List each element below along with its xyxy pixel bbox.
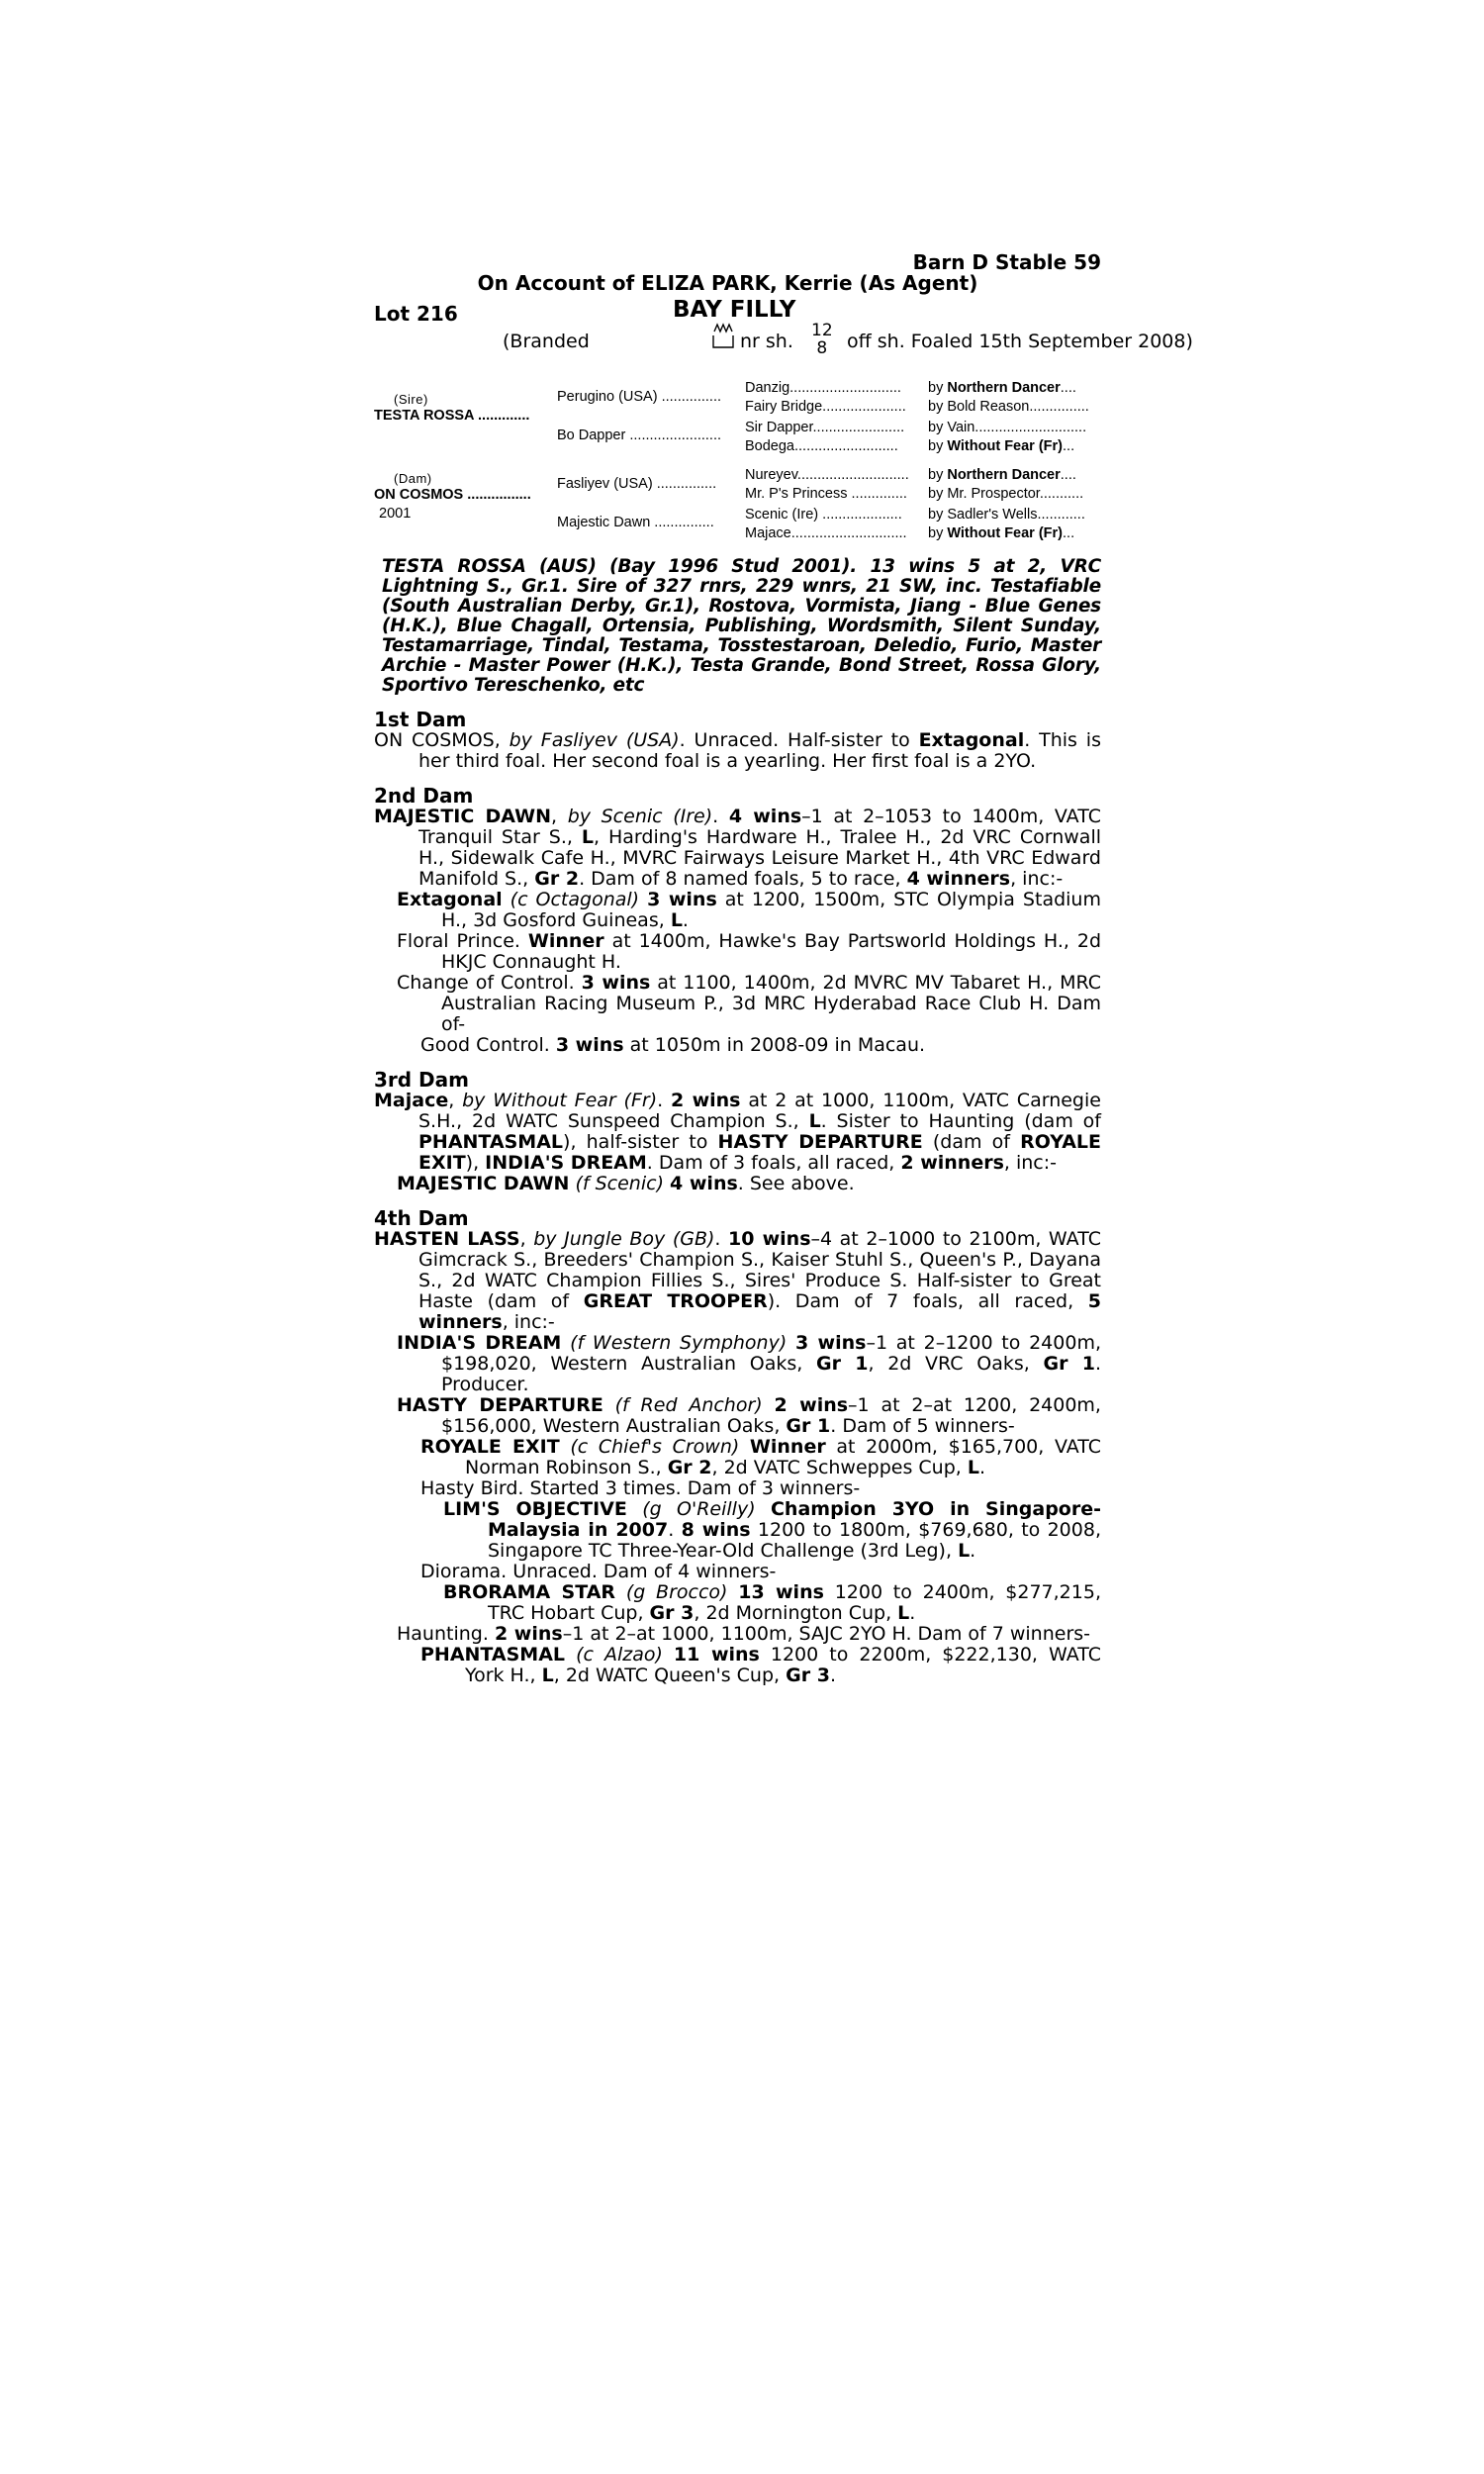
progeny-name: PHANTASMAL xyxy=(420,1644,566,1665)
progeny-text3: . Producer. xyxy=(441,1353,1101,1395)
pedigree-gen2-2-text: Bo Dapper xyxy=(557,428,626,443)
pedigree-gen4-7-text: Sadler's Wells xyxy=(947,507,1038,523)
second-dam-t4: , inc:- xyxy=(1010,868,1064,890)
progeny-name: Floral Prince. xyxy=(397,930,520,952)
first-dam-half-sibling: Extagonal xyxy=(918,729,1025,751)
second-dam-name: MAJESTIC DAWN xyxy=(374,806,552,827)
brand-prefix: (Branded xyxy=(503,331,590,352)
fourth-dam-b1: GREAT TROOPER xyxy=(583,1290,768,1312)
pedigree-gen2-4-text: Majestic Dawn xyxy=(557,515,651,530)
dam-foal-year: 2001 xyxy=(379,506,412,522)
second-dam-progeny-4 xyxy=(420,1034,1101,1056)
fourth-dam-progeny-e: LIM'S OBJECTIVE (g O'Reilly) Champion 3YO in Singapore-Malaysia in 2007. 8 wins 1200 to 1800m, $769,680, to 2008, Singapore TC Three-Year-Old Challenge (3rd Leg), L. xyxy=(443,1498,1101,1562)
progeny-text: 1200 to 2200m, $222,130, WATC York H., xyxy=(465,1644,1102,1686)
progeny-wins: 11 wins xyxy=(673,1644,760,1665)
third-dam-winners: 2 winners xyxy=(900,1152,1004,1174)
progeny-champion: Champion 3YO in Singapore-Malaysia in 2007 xyxy=(488,1498,1101,1541)
fourth-dam-t1: –4 at 2–1000 to 2100m, WATC Gimcrack S., Breeders' Champion S., Kaiser Stuhl S., Queen's P., Dayana S., 2d WATC Champion Fillies S., Sires' Produce S. Half-sister to Great Haste (dam of xyxy=(418,1228,1101,1312)
progeny-name: HASTY DEPARTURE xyxy=(397,1394,603,1416)
first-dam-text2: . This is her third foal. Her second foal is a yearling. Her first foal is a 2YO. xyxy=(418,729,1101,772)
progeny-text: Unraced. Dam of 4 winners- xyxy=(512,1561,777,1582)
pedigree-gen4-1-text: Northern Dancer xyxy=(947,380,1061,396)
dam-role-label: (Dam) xyxy=(394,471,432,486)
second-dam-listed: L xyxy=(581,826,594,848)
second-dam-progeny-2 xyxy=(397,930,1102,973)
pedigree-gen4-3-text: Vain xyxy=(947,420,975,435)
progeny-wins: 13 wins xyxy=(738,1581,824,1603)
pedigree-gen2-1-text: Perugino (USA) xyxy=(557,389,658,405)
fourth-dam-sire: by Jungle Boy (GB) xyxy=(533,1228,715,1250)
second-dam-t1: –1 at 2–1053 to 1400m, VATC Tranquil Star S., xyxy=(418,806,1101,848)
fourth-dam-progeny-b xyxy=(397,1394,1101,1437)
pedigree-gen2-1: Perugino (USA) ............... xyxy=(557,389,722,405)
brand-line xyxy=(503,321,1193,367)
brand-number xyxy=(811,322,833,357)
pedigree-gen3-8-text: Majace xyxy=(745,525,791,541)
progeny-text: at 2000m, $165,700, VATC Norman Robinson S., xyxy=(465,1436,1102,1478)
progeny-text: 1200 to 1800m, $769,680, to 2008, Singapore TC Three-Year-Old Challenge (3rd Leg), xyxy=(488,1519,1101,1562)
horse-sex-colour: BAY FILLY xyxy=(673,297,796,323)
fourth-dam-progeny-c: ROYALE EXIT (c Chief's Crown) Winner at 2000m, $165,700, VATC Norman Robinson S., Gr 2, 2d VATC Schweppes Cup, L. xyxy=(420,1436,1102,1478)
catalogue-page xyxy=(374,250,1193,1686)
second-dam-paragraph: MAJESTIC DAWN, by Scenic (Ire). 4 wins–1 at 2–1053 to 1400m, VATC Tranquil Star S., L, Harding's Hardware H., Tralee H., 2d VRC Cornwall H., Sidewalk Cafe H., MVRC Fairways Leisure Market H., 4th VRC Edward Manifold S., Gr 2. Dam of 8 named foals, 5 to race, 4 winners, inc:- xyxy=(374,806,1102,890)
fourth-dam-progeny-h xyxy=(397,1623,1101,1645)
pedigree-gen2-3-text: Fasliyev (USA) xyxy=(557,476,653,492)
third-dam-wins: 2 wins xyxy=(670,1090,741,1111)
second-dam-heading: 2nd Dam xyxy=(374,784,474,808)
progeny-name: Diorama. xyxy=(420,1561,508,1582)
progeny-name: Haunting. xyxy=(397,1623,489,1645)
brand-mark-icon xyxy=(710,322,736,351)
sire-summary: TESTA ROSSA (AUS) (Bay 1996 Stud 2001). 13 wins 5 at 2, VRC Lightning S., Gr.1. Sire of 327 rnrs, 229 wnrs, 21 SW, inc. Testafiable (South Australian Derby, Gr.1), Rostova, Vormista, Jiang - Blue Genes (H.K.), Blue Chagall, Ortensia, Publishing, Wordsmith, Silent Sunday, Testamarriage, Tindal, Testama, Tosstestaroan, Deledio, Furio, Master Archie - Master Power (H.K.), Testa Grande, Bond Street, Rossa Glory, Sportivo Tereschenko, etc xyxy=(382,556,1101,696)
dam-name: ON COSMOS ................ xyxy=(374,487,531,503)
progeny-grade: Gr 2 xyxy=(667,1457,712,1478)
pedigree-gen4-7: by Sadler's Wells............ xyxy=(928,507,1085,523)
third-dam-progeny-1 xyxy=(397,1173,1101,1194)
progeny-sire: (f Red Anchor) xyxy=(614,1394,763,1416)
pedigree-gen4-1: by Northern Dancer.... xyxy=(928,380,1076,396)
progeny-grade: Gr 3 xyxy=(649,1602,695,1624)
progeny-text: at 1400m, Hawke's Bay Partsworld Holdings H., 2d HKJC Connaught H. xyxy=(441,930,1102,973)
third-dam-t2: . Sister to Haunting (dam of xyxy=(820,1110,1101,1132)
progeny-text: 1200 to 2400m, $277,215, TRC Hobart Cup, xyxy=(488,1581,1101,1624)
third-dam-t1: at 2 at 1000, 1100m, VATC Carnegie S.H., 2d WATC Sunspeed Champion S., xyxy=(418,1090,1101,1132)
pedigree-table xyxy=(374,375,1101,541)
pedigree-gen4-5: by Northern Dancer.... xyxy=(928,467,1076,483)
second-dam-t2: , Harding's Hardware H., Tralee H., 2d VRC Cornwall H., Sidewalk Cafe H., MVRC Fairways Leisure Market H., 4th VRC Edward Manifold S., xyxy=(418,826,1102,890)
brand-number-top: 12 xyxy=(811,321,833,340)
progeny-sire: (c Alzao) xyxy=(576,1644,663,1665)
third-dam-name: Majace xyxy=(374,1090,449,1111)
progeny-text2: , 2d VATC Schweppes Cup, xyxy=(711,1457,962,1478)
fourth-dam-t2: ). Dam of 7 foals, all raced, xyxy=(767,1290,1074,1312)
progeny-text: –1 at 2–at 1200, 2400m, $156,000, Western Australian Oaks, xyxy=(441,1394,1101,1437)
third-dam-listed: L xyxy=(808,1110,821,1132)
pedigree-gen3-4-text: Bodega xyxy=(745,438,794,454)
first-dam-heading: 1st Dam xyxy=(374,708,467,731)
brand-number-bottom: 8 xyxy=(816,338,828,358)
third-dam-t6: . Dam of 3 foals, all raced, xyxy=(646,1152,895,1174)
progeny-grade: Gr 3 xyxy=(786,1665,830,1686)
progeny-name: Hasty Bird. xyxy=(420,1477,524,1499)
progeny-grade2: Gr 1 xyxy=(1043,1353,1095,1375)
pedigree-gen2-4: Majestic Dawn ............... xyxy=(557,515,714,530)
progeny-name: MAJESTIC DAWN xyxy=(397,1173,570,1194)
progeny-wins: Winner xyxy=(749,1436,826,1458)
pedigree-gen3-2-text: Fairy Bridge xyxy=(745,399,823,415)
pedigree-gen4-2: by Bold Reason............... xyxy=(928,399,1089,415)
fourth-dam-paragraph: HASTEN LASS, by Jungle Boy (GB). 10 wins–4 at 2–1000 to 2100m, WATC Gimcrack S., Breeders' Champion S., Kaiser Stuhl S., Queen's P., Dayana S., 2d WATC Champion Fillies S., Sires' Produce S. Half-sister to Great Haste (dam of GREAT TROOPER). Dam of 7 foals, all raced, 5 winners, inc:- xyxy=(374,1228,1101,1333)
sire-role-label: (Sire) xyxy=(394,392,428,407)
fourth-dam-wins: 10 wins xyxy=(728,1228,811,1250)
first-dam-text: . Unraced. Half-sister to xyxy=(679,729,910,751)
progeny-text: at 1100, 1400m, 2d MVRC MV Tabaret H., MRC Australian Racing Museum P., 3d MRC Hyderabad Race Club H. Dam of- xyxy=(441,972,1101,1035)
pedigree-gen3-6-text: Mr. P's Princess xyxy=(745,486,848,502)
barn-stable: Barn D Stable 59 xyxy=(912,250,1101,274)
third-dam-t5: ), xyxy=(465,1152,480,1174)
pedigree-gen2-2: Bo Dapper ....................... xyxy=(557,428,722,443)
progeny-listed: L xyxy=(541,1665,554,1686)
second-dam-progeny-1: Extagonal (c Octagonal) 3 wins at 1200, 1500m, STC Olympia Stadium H., 3d Gosford Guineas, L. xyxy=(397,889,1101,931)
progeny-wins: 3 wins xyxy=(795,1332,867,1354)
progeny-sire: (c Chief's Crown) xyxy=(570,1436,740,1458)
pedigree-gen3-7: Scenic (Ire) .................... xyxy=(745,507,902,523)
third-dam-b1: PHANTASMAL xyxy=(418,1131,564,1153)
pedigree-gen4-4-text: Without Fear (Fr) xyxy=(947,438,1064,454)
progeny-grade: Gr 1 xyxy=(816,1353,869,1375)
pedigree-gen4-6-text: Mr. Prospector xyxy=(947,486,1040,502)
progeny-listed: L xyxy=(967,1457,979,1478)
vendor-account: On Account of ELIZA PARK, Kerrie (As Agent) xyxy=(477,271,978,295)
third-dam-b4: INDIA'S DREAM xyxy=(485,1152,647,1174)
sire-name-text: TESTA ROSSA xyxy=(374,408,474,424)
progeny-name: INDIA'S DREAM xyxy=(397,1332,562,1354)
pedigree-gen3-2: Fairy Bridge..................... xyxy=(745,399,906,415)
progeny-wins: 2 wins xyxy=(774,1394,849,1416)
second-dam-sire: by Scenic (Ire) xyxy=(567,806,713,827)
brand-side: nr sh. xyxy=(740,331,793,352)
second-dam-t3: . Dam of 8 named foals, 5 to race, xyxy=(579,868,901,890)
pedigree-gen4-4: by Without Fear (Fr)... xyxy=(928,438,1075,454)
progeny-text2: , 2d VRC Oaks, xyxy=(868,1353,1030,1375)
fourth-dam-t3: , inc:- xyxy=(502,1311,555,1333)
pedigree-gen3-4: Bodega.......................... xyxy=(745,438,898,454)
third-dam-paragraph: Majace, by Without Fear (Fr). 2 wins at 2 at 1000, 1100m, VATC Carnegie S.H., 2d WATC Sunspeed Champion S., L. Sister to Haunting (dam of PHANTASMAL), half-sister to HASTY DEPARTURE (dam of ROYALE EXIT), INDIA'S DREAM. Dam of 3 foals, all raced, 2 winners, inc:- xyxy=(374,1090,1101,1174)
lot-number: Lot 216 xyxy=(374,302,458,326)
progeny-text: Started 3 times. Dam of 3 winners- xyxy=(529,1477,861,1499)
progeny-text2: , 2d Mornington Cup, xyxy=(694,1602,892,1624)
progeny-sire: (c Octagonal) xyxy=(510,889,640,910)
pedigree-gen2-3: Fasliyev (USA) ............... xyxy=(557,476,717,492)
third-dam-b3: ROYALE EXIT xyxy=(418,1131,1101,1174)
third-dam-t4: (dam of xyxy=(932,1131,1010,1153)
progeny-wins: 2 wins xyxy=(494,1623,563,1645)
progeny-sire: (f Scenic) xyxy=(575,1173,664,1194)
pedigree-gen4-8: by Without Fear (Fr)... xyxy=(928,525,1075,541)
pedigree-gen4-5-text: Northern Dancer xyxy=(947,467,1061,483)
pedigree-gen3-5: Nureyev............................ xyxy=(745,467,909,483)
third-dam-heading: 3rd Dam xyxy=(374,1068,469,1092)
sire-name: TESTA ROSSA ............. xyxy=(374,408,530,424)
first-dam-name: ON COSMOS, xyxy=(374,729,501,751)
brand-suffix-foaled: off sh. Foaled 15th September 2008) xyxy=(847,331,1193,352)
pedigree-gen3-3-text: Sir Dapper xyxy=(745,420,813,435)
progeny-wins: 4 wins xyxy=(670,1173,738,1194)
pedigree-gen3-6: Mr. P's Princess .............. xyxy=(745,486,907,502)
pedigree-gen3-1-text: Danzig xyxy=(745,380,790,396)
second-dam-wins: 4 wins xyxy=(728,806,802,827)
progeny-sire: (g O'Reilly) xyxy=(642,1498,756,1520)
fourth-dam-progeny-f xyxy=(420,1561,1101,1582)
progeny-name: Extagonal xyxy=(397,889,503,910)
progeny-wins: Winner xyxy=(527,930,604,952)
progeny-text2: . Dam of 5 winners- xyxy=(830,1415,1015,1437)
progeny-wins: 3 wins xyxy=(555,1034,624,1056)
fourth-dam-heading: 4th Dam xyxy=(374,1206,469,1230)
pedigree-gen3-8: Majace............................. xyxy=(745,525,907,541)
progeny-name: ROYALE EXIT xyxy=(420,1436,560,1458)
lot-line xyxy=(374,297,1101,328)
fourth-dam-winners: 5 winners xyxy=(418,1290,1101,1333)
fourth-dam-progeny-i: PHANTASMAL (c Alzao) 11 wins 1200 to 2200m, $222,130, WATC York H., L, 2d WATC Queen's Cup, Gr 3. xyxy=(420,1644,1102,1686)
first-dam-sire: by Fasliyev (USA) xyxy=(509,729,680,751)
progeny-text: at 1200, 1500m, STC Olympia Stadium H., 3d Gosford Guineas, xyxy=(441,889,1101,931)
third-dam-sire: by Without Fear (Fr) xyxy=(462,1090,658,1111)
progeny-text: . See above. xyxy=(737,1173,855,1194)
third-dam-t3: ), half-sister to xyxy=(563,1131,708,1153)
pedigree-gen4-3: by Vain............................ xyxy=(928,420,1087,435)
pedigree-gen3-1: Danzig............................ xyxy=(745,380,901,396)
pedigree-gen3-7-text: Scenic (Ire) xyxy=(745,507,819,523)
third-dam-t7: , inc:- xyxy=(1003,1152,1058,1174)
second-dam-winners: 4 winners xyxy=(906,868,1011,890)
fourth-dam-progeny-a xyxy=(397,1332,1101,1395)
progeny-text: –1 at 2–at 1000, 1100m, SAJC 2YO H. Dam of 7 winners- xyxy=(562,1623,1091,1645)
pedigree-gen4-8-text: Without Fear (Fr) xyxy=(947,525,1064,541)
progeny-listed: L xyxy=(670,909,683,931)
progeny-wins: 8 wins xyxy=(681,1519,751,1541)
pedigree-gen3-3: Sir Dapper....................... xyxy=(745,420,905,435)
fourth-dam-progeny-d xyxy=(420,1477,1101,1499)
progeny-sire: (f Western Symphony) xyxy=(570,1332,788,1354)
second-dam-progeny-3 xyxy=(397,972,1101,1035)
progeny-name: Good Control. xyxy=(420,1034,550,1056)
first-dam-paragraph xyxy=(374,729,1101,772)
fourth-dam-progeny-g: BRORAMA STAR (g Brocco) 13 wins 1200 to 2400m, $277,215, TRC Hobart Cup, Gr 3, 2d Mornington Cup, L. xyxy=(443,1581,1101,1624)
pedigree-gen3-5-text: Nureyev xyxy=(745,467,797,483)
progeny-name: BRORAMA STAR xyxy=(443,1581,616,1603)
pedigree-gen4-2-text: Bold Reason xyxy=(947,399,1030,415)
pedigree-gen4-6: by Mr. Prospector........... xyxy=(928,486,1084,502)
progeny-listed: L xyxy=(958,1540,971,1562)
progeny-listed: L xyxy=(897,1602,910,1624)
progeny-wins: 3 wins xyxy=(581,972,651,994)
progeny-sire: (g Brocco) xyxy=(625,1581,728,1603)
second-dam-grade: Gr 2 xyxy=(534,868,580,890)
dam-name-text: ON COSMOS xyxy=(374,487,464,503)
progeny-name: LIM'S OBJECTIVE xyxy=(443,1498,627,1520)
progeny-text2: , 2d WATC Queen's Cup, xyxy=(553,1665,781,1686)
progeny-text: –1 at 2–1200 to 2400m, $198,020, Western Australian Oaks, xyxy=(441,1332,1101,1375)
progeny-grade: Gr 1 xyxy=(786,1415,831,1437)
third-dam-b2: HASTY DEPARTURE xyxy=(717,1131,923,1153)
progeny-name: Change of Control. xyxy=(397,972,575,994)
progeny-wins: 3 wins xyxy=(647,889,717,910)
fourth-dam-name: HASTEN LASS xyxy=(374,1228,520,1250)
progeny-text: at 1050m in 2008-09 in Macau. xyxy=(629,1034,926,1056)
